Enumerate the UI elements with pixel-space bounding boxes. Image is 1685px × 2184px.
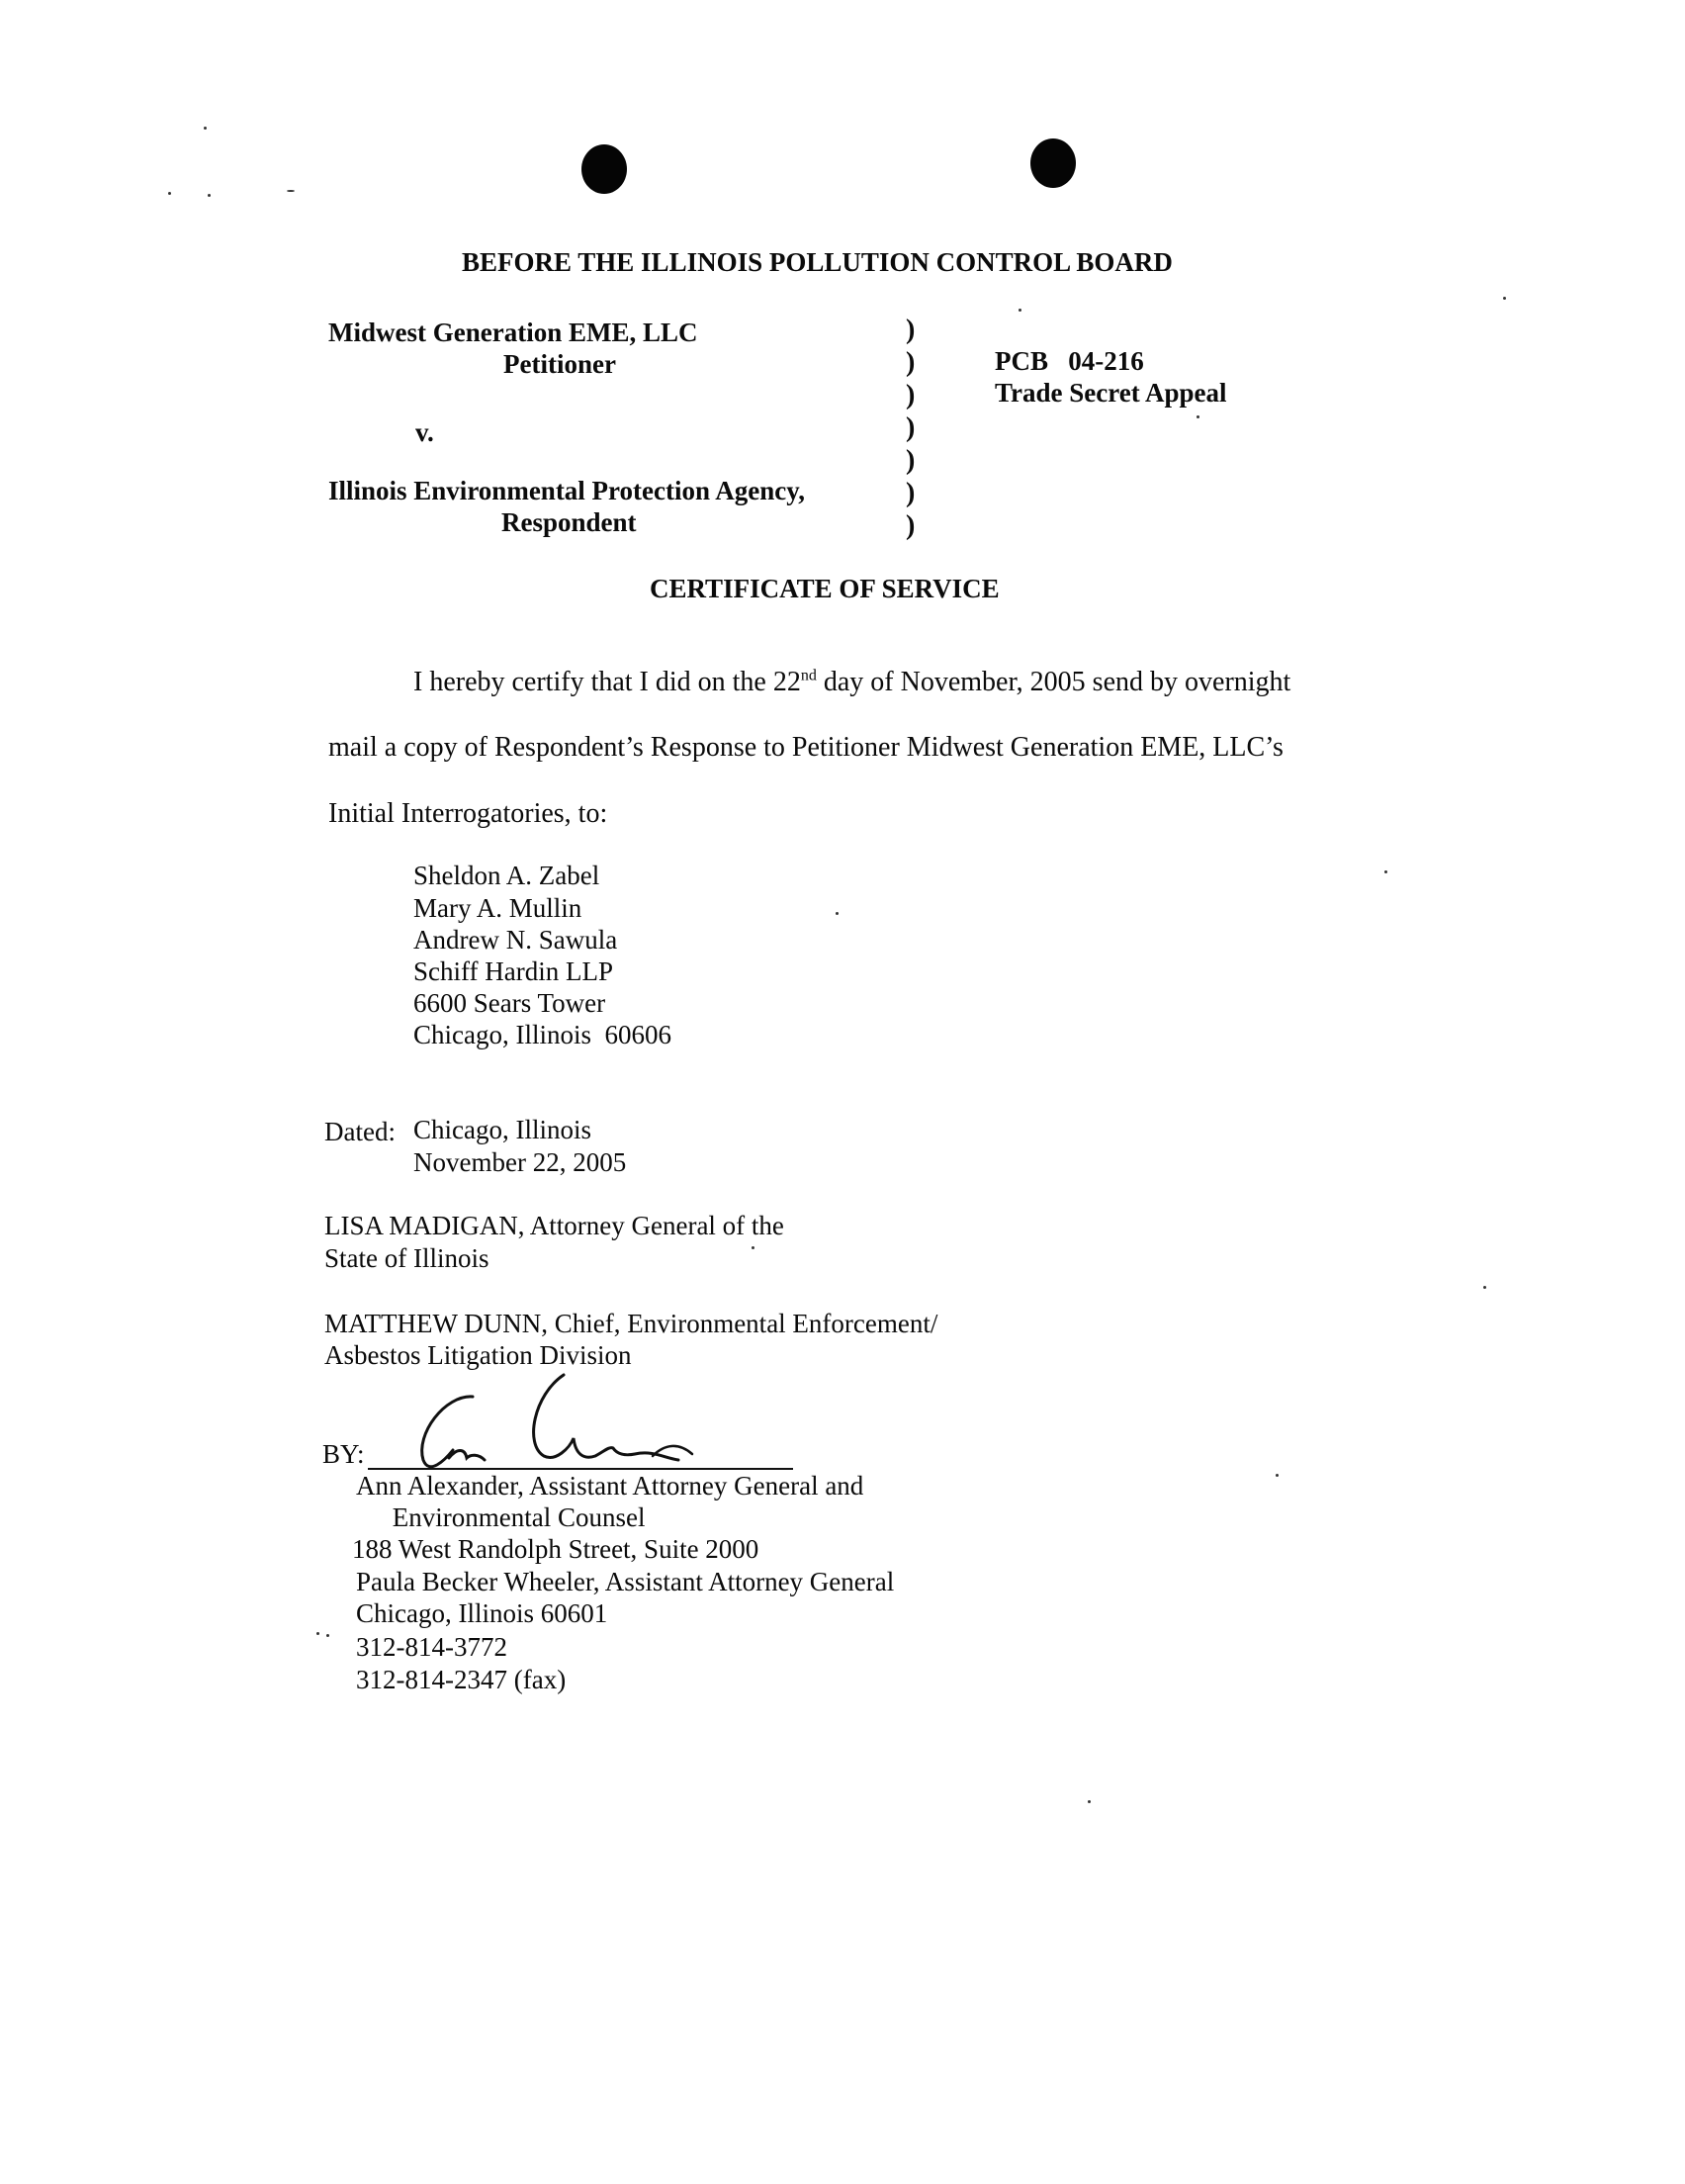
attorney-general-line-1: LISA MADIGAN, Attorney General of the xyxy=(324,1211,784,1240)
body-line-2: mail a copy of Respondent’s Response to Petitioner Midwest Generation EME, LLC’s xyxy=(328,732,1284,763)
dated-date: November 22, 2005 xyxy=(413,1147,627,1177)
recipient-line: Schiff Hardin LLP xyxy=(413,956,613,986)
paren: ) xyxy=(906,510,916,541)
signature-line: 312-814-2347 (fax) xyxy=(356,1665,567,1694)
recipient-line: Chicago, Illinois 60606 xyxy=(413,1020,671,1049)
signature-line: Paula Becker Wheeler, Assistant Attorney General xyxy=(356,1567,895,1596)
chief-line-2: Asbestos Litigation Division xyxy=(324,1340,632,1370)
case-type: Trade Secret Appeal xyxy=(995,378,1227,408)
signature-line: Chicago, Illinois 60601 xyxy=(356,1598,608,1628)
recipient-line: Sheldon A. Zabel xyxy=(413,861,600,890)
body-line-1-sup: nd xyxy=(800,667,817,684)
punch-hole-left xyxy=(581,144,627,194)
certificate-title: CERTIFICATE OF SERVICE xyxy=(650,574,1000,603)
paren: ) xyxy=(906,315,916,345)
body-line-1 xyxy=(413,667,1290,698)
handwritten-signature xyxy=(405,1365,722,1484)
signature-line: Ann Alexander, Assistant Attorney General and xyxy=(356,1471,864,1501)
signature-line: 312-814-3772 xyxy=(356,1632,507,1662)
paren: ) xyxy=(906,380,916,410)
petitioner-name: Midwest Generation EME, LLC xyxy=(328,318,698,347)
dated-label: Dated: xyxy=(324,1117,396,1146)
paren: ) xyxy=(906,478,916,508)
paren: ) xyxy=(906,445,916,476)
versus: v. xyxy=(415,417,434,447)
body-line-1-post: day of November, 2005 send by overnight xyxy=(816,667,1291,697)
signature-line: 188 West Randolph Street, Suite 2000 xyxy=(352,1534,759,1564)
by-label: BY: xyxy=(322,1439,365,1469)
recipient-line: 6600 Sears Tower xyxy=(413,988,606,1018)
board-title: BEFORE THE ILLINOIS POLLUTION CONTROL BOARD xyxy=(462,247,1173,277)
body-line-1-pre: I hereby certify that I did on the 22 xyxy=(413,667,801,697)
petitioner-role: Petitioner xyxy=(503,349,616,379)
punch-hole-right xyxy=(1030,138,1076,188)
recipient-line: Andrew N. Sawula xyxy=(413,925,618,955)
signature-line: Environmental Counsel xyxy=(386,1502,646,1532)
respondent-name: Illinois Environmental Protection Agency, xyxy=(328,476,806,505)
respondent-role: Respondent xyxy=(501,507,637,537)
paren: ) xyxy=(906,412,916,443)
case-number: PCB 04-216 xyxy=(995,346,1144,376)
chief-line-1: MATTHEW DUNN, Chief, Environmental Enforcement/ xyxy=(324,1309,938,1338)
dated-place: Chicago, Illinois xyxy=(413,1115,591,1144)
body-line-3: Initial Interrogatories, to: xyxy=(328,798,608,829)
attorney-general-line-2: State of Illinois xyxy=(324,1243,489,1273)
paren: ) xyxy=(906,347,916,378)
recipient-line: Mary A. Mullin xyxy=(413,893,582,923)
